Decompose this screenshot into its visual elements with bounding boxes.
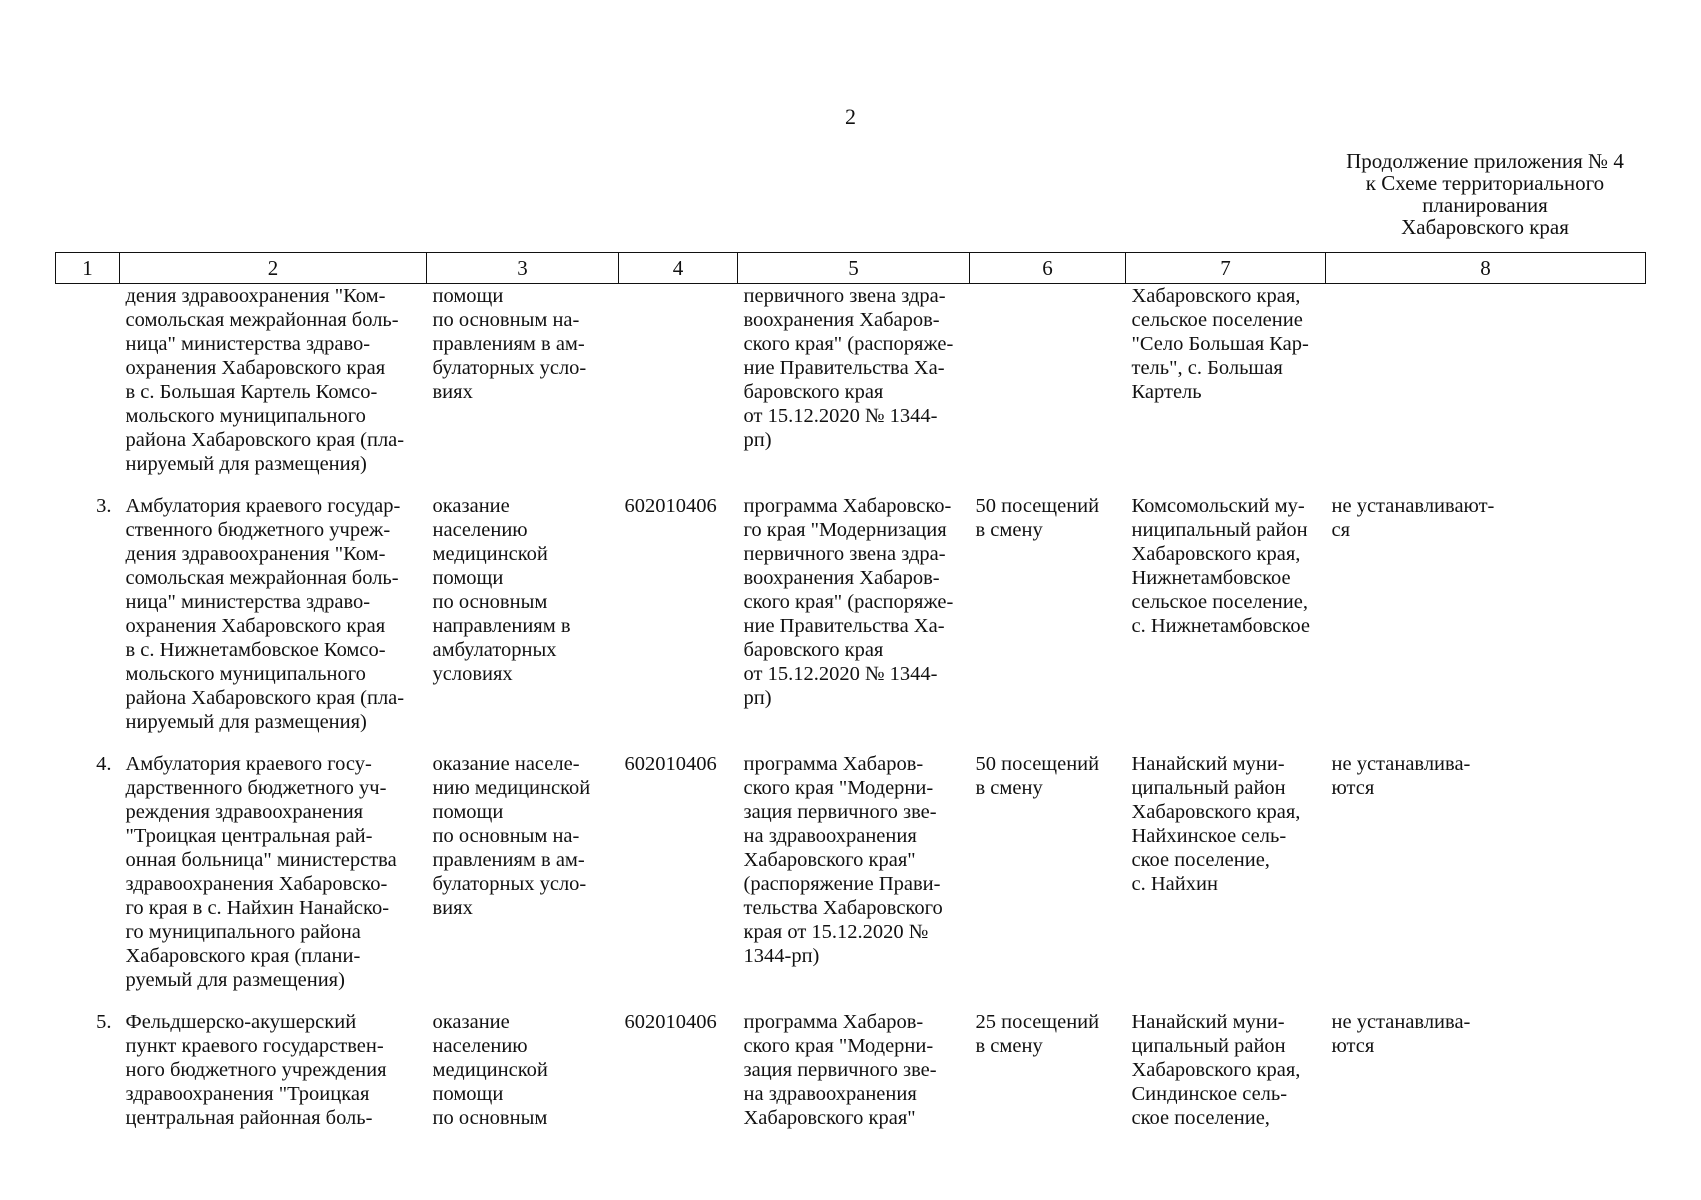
cell-purpose: оказание населе- нию медицинской помощи по основным на- правлениям в ам- булаторных усло- виях (432, 753, 591, 919)
header-cell-1: 1 (56, 253, 120, 284)
cell-purpose: помощи по основным на- правлениям в ам- булаторных усло- виях (432, 285, 587, 403)
cell-program: программа Хабаровско- го края "Модернизация первичного звена здра- воохранения Хабаров- ского края" (распоряже- ние Правительства Ха- баровского края от 15.12.2020 № 1344- рп) (743, 495, 954, 709)
header-cell-8: 8 (1326, 253, 1646, 284)
table-row (56, 1010, 1646, 1148)
cell-location: Нанайский муни- ципальный район Хабаровского края, Синдинское сель- ское поселение, (1131, 1011, 1301, 1129)
cell-zones (1326, 284, 1646, 495)
cell-num (56, 284, 120, 495)
cell-num: 3. (96, 495, 112, 517)
cell-program: программа Хабаров- ского края "Модерни- зация первичного зве- на здравоохранения Хабаровского края" (743, 1011, 937, 1129)
objects-table (55, 252, 1646, 1148)
header-cell-6: 6 (970, 253, 1126, 284)
cell-code: 602010406 (624, 753, 717, 775)
page-number: 2 (845, 104, 856, 129)
appendix-note (1285, 150, 1685, 238)
cell-program: первичного звена здра- воохранения Хабаров- ского края" (распоряже- ние Правительства Ха- баровского края от 15.12.2020 № 1344- рп) (743, 285, 954, 451)
cell-location: Нанайский муни- ципальный район Хабаровского края, Найхинское сель- ское поселение, с. Найхин (1131, 753, 1301, 895)
header-cell-2: 2 (120, 253, 427, 284)
cell-num: 5. (96, 1011, 112, 1033)
cell-purpose: оказание населению медицинской помощи по основным (432, 1011, 548, 1129)
cell-zones: не устанавлива- ются (1331, 1011, 1471, 1057)
table-row-continued (56, 284, 1646, 495)
cell-name: Фельдшерско-акушерский пункт краевого государствен- ного бюджетного учреждения здравоохранения "Троицкая центральная районная боль- (125, 1011, 387, 1129)
cell-program: программа Хабаров- ского края "Модерни- зация первичного зве- на здравоохранения Хабаровского края" (распоряжение Прави- тельства Хабаровского края от 15.12.2020 № 1344-рп) (743, 753, 943, 967)
cell-location: Комсомольский му- ниципальный район Хабаровского края, Нижнетамбовское сельское поселение, с. Нижнетамбовское (1131, 495, 1310, 637)
table-row (56, 494, 1646, 752)
cell-name: дения здравоохранения "Ком- сомольская межрайонная боль- ница" министерства здраво- охранения Хабаровского края в с. Большая Картель Комсо- мольского муниципального района Хабаровского края (пла- нируемый для размещения) (125, 285, 405, 475)
header-row (56, 253, 1646, 284)
cell-name: Амбулатория краевого государ- ственного бюджетного учреж- дения здравоохранения "Ком- сомольская межрайонная боль- ница" министерства здраво- охранения Хабаровского края в с. Нижнетамбовское Комсо- мольского муниципального района Хабаровского края (пла- нируемый для размещения) (125, 495, 405, 733)
header-cell-3: 3 (427, 253, 619, 284)
header-cell-7: 7 (1126, 253, 1326, 284)
appendix-line: к Схеме территориального (1365, 171, 1605, 195)
cell-location: Хабаровского края, сельское поселение "Село Большая Кар- тель", с. Большая Картель (1131, 285, 1309, 403)
cell-code: 602010406 (624, 495, 717, 517)
cell-capacity: 50 посещений в смену (975, 753, 1100, 799)
cell-capacity: 25 посещений в смену (975, 1011, 1100, 1057)
cell-code (619, 284, 738, 495)
cell-capacity (970, 284, 1126, 495)
cell-purpose: оказание населению медицинской помощи по основным направлениям в амбулаторных условиях (432, 495, 571, 685)
table-row (56, 752, 1646, 1010)
cell-capacity: 50 посещений в смену (975, 495, 1100, 541)
header-cell-5: 5 (738, 253, 970, 284)
cell-name: Амбулатория краевого госу- дарственного бюджетного уч- реждения здравоохранения "Троицкая центральная рай- онная больница" министерства здравоохранения Хабаровско- го края в с. Найхин Нанайско- го муниципального района Хабаровского края (плани- руемый для размещения) (125, 753, 397, 991)
cell-code: 602010406 (624, 1011, 717, 1033)
appendix-line: Продолжение приложения № 4 (1346, 149, 1624, 173)
appendix-line: планирования (1422, 193, 1548, 217)
appendix-line: Хабаровского края (1401, 215, 1569, 239)
header-cell-4: 4 (619, 253, 738, 284)
cell-zones: не устанавлива- ются (1331, 753, 1471, 799)
cell-zones: не устанавливают- ся (1331, 495, 1495, 541)
cell-num: 4. (96, 753, 112, 775)
